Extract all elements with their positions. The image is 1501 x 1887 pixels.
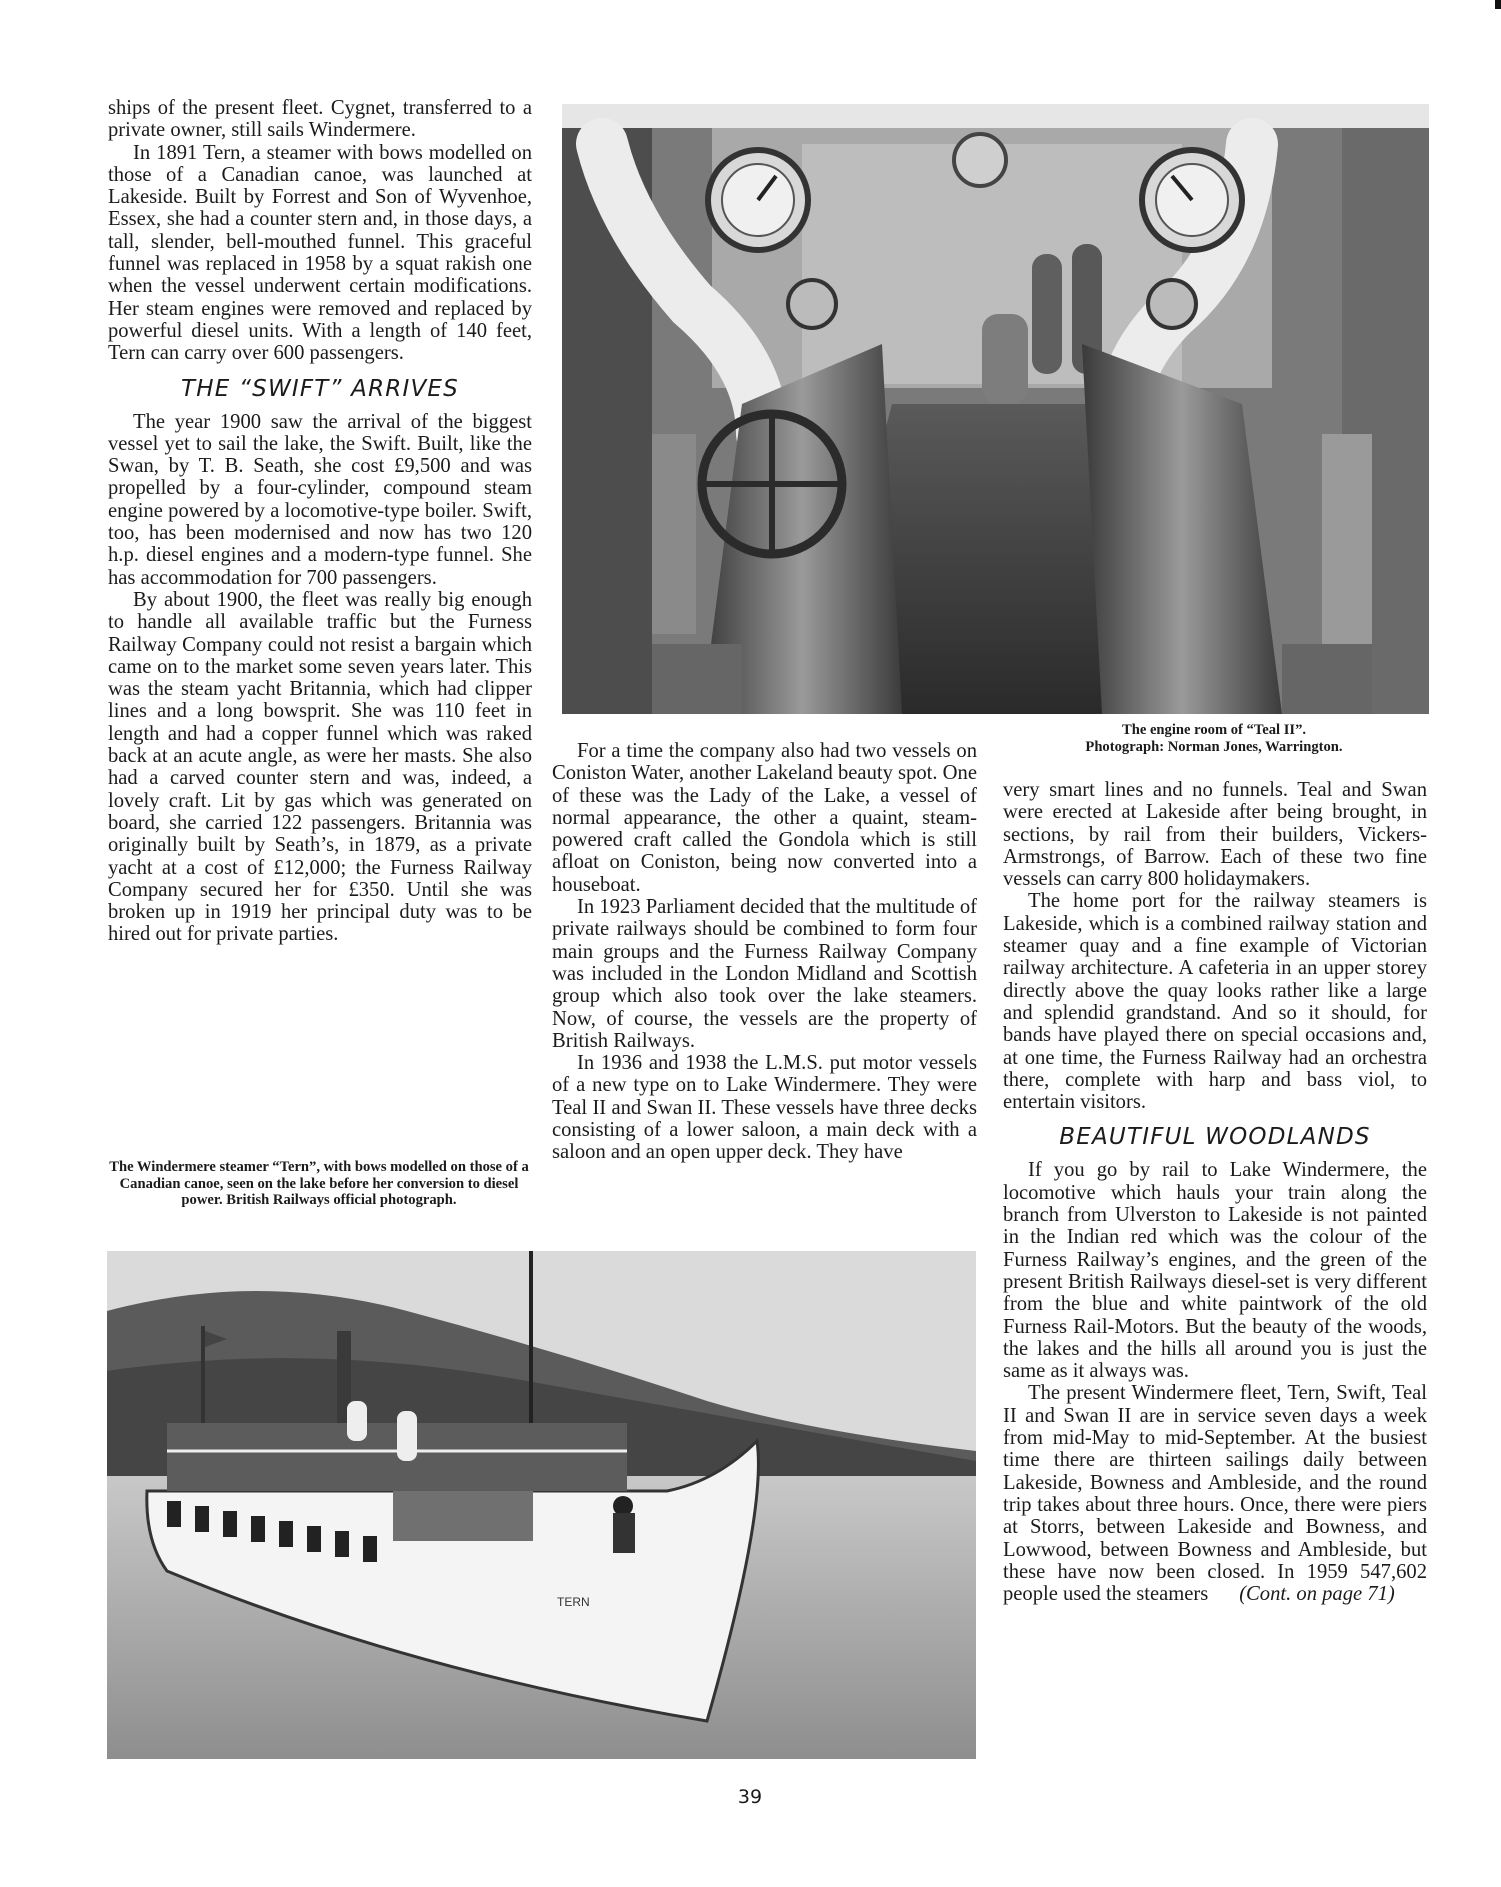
hull-name-text: TERN xyxy=(557,1595,590,1609)
heading-swift-arrives: THE “SWIFT” ARRIVES xyxy=(181,375,459,402)
scan-corner-mark xyxy=(1495,0,1501,9)
left-paragraph-1: ships of the present fleet. Cygnet, transferred to a private owner, still sails Windermere. xyxy=(108,97,532,142)
right-paragraph-2: The home port for the railway steamers is Lakeside, which is a combined railway station and steamer quay and a fine example of Victorian railway architecture. A cafeteria in an upper storey directly above the quay looks rather like a large and splendid grandstand. And so it should, for bands have played there on special occasions and, at one time, the Furness Railway had an orchestra there, complete with harp and bass viol, to entertain visitors. xyxy=(1003,890,1427,1114)
left-paragraph-2: In 1891 Tern, a steamer with bows modelled on those of a Canadian canoe, was launched at Lakeside. Built by Forrest and Son of Wyvenhoe, Essex, she had a counter stern and, in those days, a tall, slender, bell-mouthed funnel. This graceful funnel was replaced in 1958 by a squat rakish one when the vessel underwent certain modifications. Her steam engines were removed and replaced by powerful diesel units. With a length of 140 feet, Tern can carry over 600 passengers. xyxy=(108,141,532,365)
caption-engine-room-photo xyxy=(1005,722,1423,755)
middle-paragraph-1: For a time the company also had two vessels on Coniston Water, another Lakeland beauty spot. One of these was the Lady of the Lake, a vessel of normal appearance, the other a quaint, steam-powered craft called the Gondola which is still afloat on Coniston, being now converted into a houseboat. xyxy=(552,740,977,896)
tern-steamer-photo xyxy=(107,1251,976,1759)
page-number: 39 xyxy=(737,1786,763,1808)
caption-engine-line-2: Photograph: Norman Jones, Warrington. xyxy=(1085,738,1343,755)
continued-note: (Cont. on page 71) xyxy=(1239,1583,1395,1606)
middle-paragraph-3: In 1936 and 1938 the L.M.S. put motor vessels of a new type on to Lake Windermere. They were Teal II and Swan II. These vessels have three decks consisting of a lower saloon, a main deck with a saloon and an open upper deck. They have xyxy=(552,1052,977,1164)
engine-room-illustration xyxy=(562,104,1429,714)
left-column xyxy=(108,97,532,946)
right-paragraph-4-text: The present Windermere fleet, Tern, Swift, Teal II and Swan II are in service seven days a week from mid-May to mid-September. At the busiest time there are thirteen sailings daily between Lakeside, Bowness and Ambleside, and the round trip takes about three hours. Once, there were piers at Storrs, between Lakeside and Bowness, and Lowwood, between Bowness and Ambleside, but these have now been closed. In 1959 547,602 people used the steamers xyxy=(1003,1382,1427,1606)
right-paragraph-4 xyxy=(1003,1382,1427,1605)
engine-room-photo xyxy=(562,104,1429,714)
caption-engine-line-1: The engine room of “Teal II”. xyxy=(1121,722,1307,738)
left-paragraph-4: By about 1900, the fleet was really big enough to handle all available traffic but the Furness Railway Company could not resist a bargain which came on to the market some seven years later. This was the steam yacht Britannia, which had clipper lines and a long bowsprit. She was 110 feet in length and had a copper funnel which was raked back at an acute angle, as were her masts. She also had a carved counter stern and was, indeed, a lovely craft. Lit by gas which was generated on board, she carried 122 passengers. Britannia was originally built by Seath’s, in 1879, as a private yacht at a cost of £12,000; the Furness Railway Company secured her for £350. Until she was broken up in 1919 her principal duty was to be hired out for private parties. xyxy=(108,588,532,946)
tern-steamer-illustration xyxy=(107,1251,976,1759)
middle-column xyxy=(552,740,977,1164)
right-column xyxy=(1003,779,1427,1605)
middle-paragraph-2: In 1923 Parliament decided that the multitude of private railways should be combined to form four main groups and the Furness Railway Company was included in the London Midland and Scottish group which also took over the lake steamers. Now, of course, the vessels are the property of British Railways. xyxy=(552,896,977,1052)
caption-tern-photo: The Windermere steamer “Tern”, with bows modelled on those of a Canadian canoe, seen on the lake before her conversion to diesel power. British Railways official photograph. xyxy=(109,1159,529,1208)
right-paragraph-3: If you go by rail to Lake Windermere, the locomotive which hauls your train along the branch from Ulverston to Lakeside is not painted in the Indian red which was the colour of the Furness Railway’s engines, and the green of the present British Railways diesel-set is very different from the blue and white paintwork of the old Furness Rail-Motors. But the beauty of the woods, the lakes and the hills all around you is just the same as it always was. xyxy=(1003,1159,1427,1383)
heading-beautiful-woodlands: BEAUTIFUL WOODLANDS xyxy=(1059,1124,1371,1151)
right-paragraph-1: very smart lines and no funnels. Teal and Swan were erected at Lakeside after being brought, in sections, by rail from their builders, Vickers-Armstrongs, of Barrow. Each of these two fine vessels can carry 800 holidaymakers. xyxy=(1003,779,1427,891)
left-paragraph-3: The year 1900 saw the arrival of the biggest vessel yet to sail the lake, the Swift. Built, like the Swan, by T. B. Seath, she cost £9,500 and was propelled by a four-cylinder, compound steam engine powered by a locomotive-type boiler. Swift, too, has been modernised and now has two 120 h.p. diesel engines and a modern-type funnel. She has accommodation for 700 passengers. xyxy=(108,410,532,589)
